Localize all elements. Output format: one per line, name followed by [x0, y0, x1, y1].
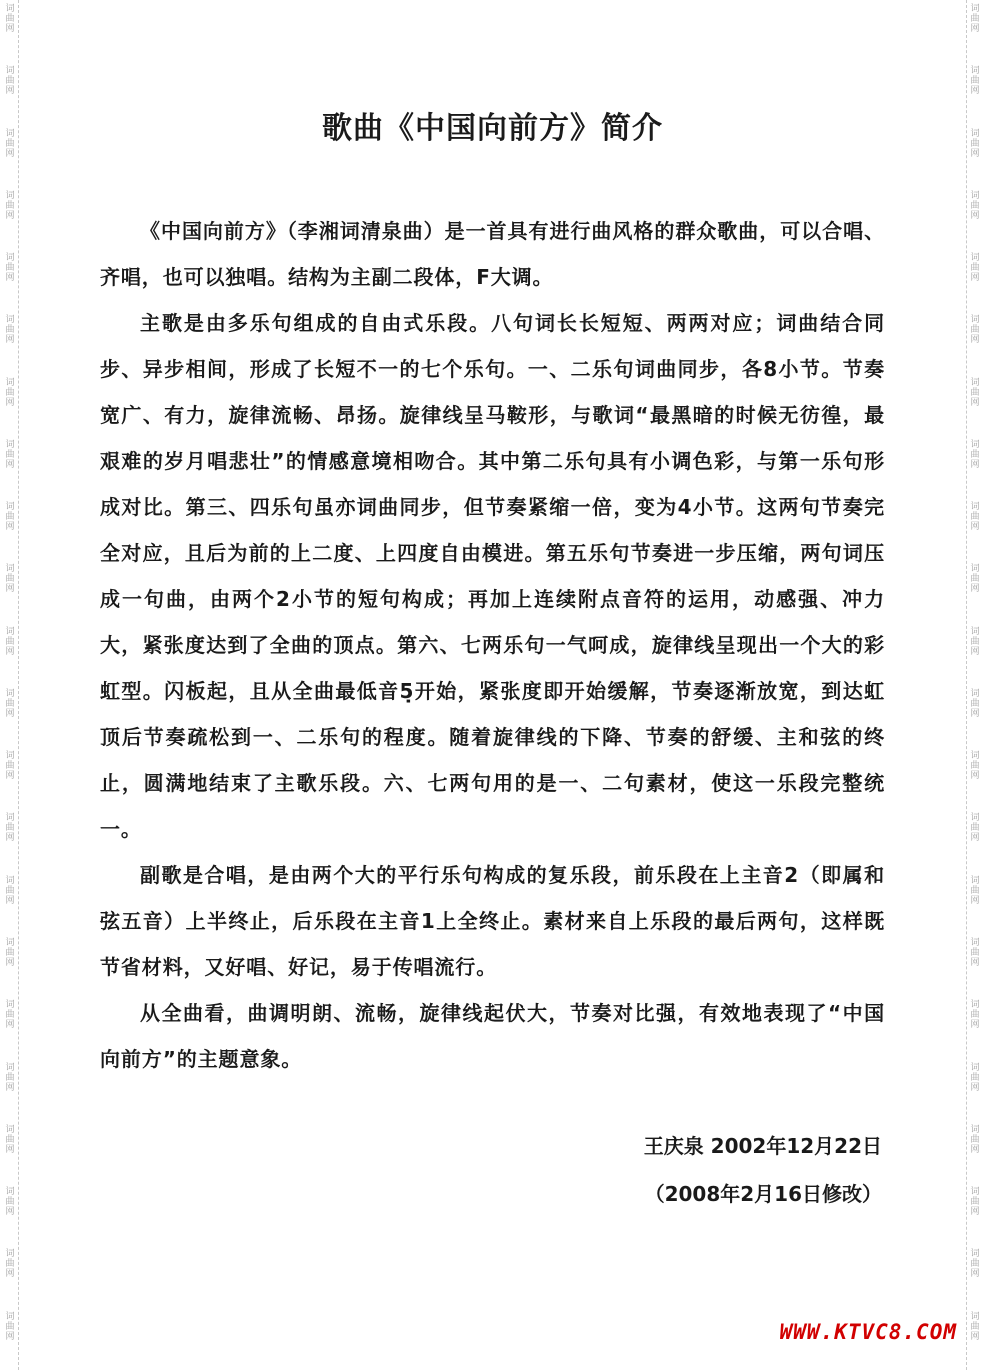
watermark-char: 曲 [5, 1197, 15, 1208]
watermark-group [970, 187, 979, 249]
watermark-char: 词 [970, 66, 980, 77]
watermark-char: 网 [5, 708, 15, 719]
watermark-char: 网 [5, 86, 15, 97]
watermark-char: 词 [5, 128, 15, 139]
watermark-group [970, 374, 979, 436]
watermark-group [5, 809, 14, 871]
watermark-char: 网 [970, 273, 980, 284]
watermark-group [5, 685, 14, 747]
watermark-char: 网 [970, 522, 980, 533]
watermark-char: 网 [970, 24, 980, 34]
watermark-char: 曲 [970, 200, 980, 211]
watermark-char: 网 [5, 397, 15, 408]
watermark-char: 词 [970, 937, 980, 948]
watermark-group [5, 436, 14, 498]
watermark-char: 词 [970, 439, 980, 450]
watermark-char: 网 [970, 148, 980, 159]
watermark-char: 词 [970, 128, 980, 139]
watermark-char: 网 [5, 522, 15, 533]
watermark-group [970, 1183, 979, 1245]
watermark-char: 曲 [970, 263, 980, 274]
watermark-char: 词 [5, 813, 15, 824]
paragraph-intro: 《中国向前方》（李湘词清泉曲）是一首具有进行曲风格的群众歌曲，可以合唱、齐唱，也可以独唱。结构为主副二段体，F大调。 [100, 219, 885, 289]
watermark-char: 曲 [970, 1010, 980, 1021]
watermark-char: 曲 [5, 200, 15, 211]
watermark-group [5, 311, 14, 373]
right-watermark-strip [966, 0, 983, 1370]
watermark-group [970, 0, 979, 62]
watermark-char: 网 [970, 708, 980, 719]
watermark-char: 曲 [5, 449, 15, 460]
watermark-char: 网 [970, 335, 980, 346]
watermark-char: 网 [970, 646, 980, 657]
watermark-group [5, 934, 14, 996]
watermark-char: 词 [5, 1311, 15, 1322]
watermark-char: 网 [970, 833, 980, 844]
watermark-char: 曲 [970, 138, 980, 149]
watermark-char: 曲 [970, 823, 980, 834]
watermark-char: 词 [970, 253, 980, 264]
watermark-char: 曲 [970, 14, 980, 24]
watermark-group [970, 747, 979, 809]
watermark-char: 网 [5, 1020, 15, 1031]
watermark-char: 网 [970, 397, 980, 408]
watermark-char: 词 [970, 875, 980, 886]
watermark-group [970, 996, 979, 1058]
watermark-char: 词 [5, 377, 15, 388]
watermark-char: 词 [970, 190, 980, 201]
watermark-char: 网 [970, 459, 980, 470]
watermark-char: 词 [5, 1062, 15, 1073]
watermark-char: 词 [970, 502, 980, 513]
watermark-group [5, 187, 14, 249]
paragraph-summary: 从全曲看，曲调明朗、流畅，旋律线起伏大，节奏对比强，有效地表现了“中国向前方”的主题意象。 [100, 1001, 885, 1071]
watermark-char: 网 [970, 1020, 980, 1031]
watermark-char: 词 [5, 190, 15, 201]
watermark-char: 网 [5, 1082, 15, 1093]
watermark-char: 网 [5, 771, 15, 782]
watermark-char: 词 [970, 4, 980, 14]
watermark-char: 网 [970, 1331, 980, 1342]
watermark-char: 词 [970, 751, 980, 762]
watermark-char: 曲 [5, 698, 15, 709]
watermark-char: 网 [5, 459, 15, 470]
watermark-group [5, 1308, 14, 1370]
watermark-char: 曲 [970, 1134, 980, 1145]
watermark-char: 词 [970, 1311, 980, 1322]
watermark-char: 词 [5, 1124, 15, 1135]
watermark-char: 词 [970, 813, 980, 824]
watermark-char: 曲 [5, 761, 15, 772]
watermark-char: 词 [5, 439, 15, 450]
watermark-char: 网 [5, 584, 15, 595]
watermark-char: 词 [970, 1000, 980, 1011]
watermark-char: 词 [970, 1062, 980, 1073]
watermark-char: 网 [970, 86, 980, 97]
watermark-char: 词 [970, 626, 980, 637]
watermark-char: 网 [5, 210, 15, 221]
watermark-char: 词 [5, 1187, 15, 1198]
watermark-char: 曲 [970, 1197, 980, 1208]
watermark-char: 网 [5, 833, 15, 844]
watermark-group [970, 1308, 979, 1370]
watermark-group [5, 374, 14, 436]
watermark-group [5, 1245, 14, 1307]
watermark-group [5, 249, 14, 311]
watermark-char: 词 [970, 377, 980, 388]
signature-block [644, 1122, 882, 1218]
watermark-char: 网 [5, 148, 15, 159]
watermark-group [970, 1059, 979, 1121]
watermark-group [970, 934, 979, 996]
revision-note: （2008年2月16日修改） [644, 1182, 882, 1206]
watermark-char: 网 [5, 1144, 15, 1155]
watermark-char: 曲 [5, 636, 15, 647]
watermark-char: 曲 [970, 885, 980, 896]
watermark-char: 词 [970, 688, 980, 699]
watermark-char: 词 [970, 1249, 980, 1260]
document-body [100, 208, 885, 1082]
watermark-char: 曲 [970, 449, 980, 460]
watermark-char: 词 [970, 564, 980, 575]
watermark-char: 曲 [970, 1259, 980, 1270]
author-date: 王庆泉 2002年12月22日 [643, 1134, 882, 1158]
watermark-char: 网 [970, 210, 980, 221]
watermark-group [970, 436, 979, 498]
watermark-group [5, 747, 14, 809]
watermark-char: 词 [5, 315, 15, 326]
watermark-char: 词 [5, 253, 15, 264]
watermark-char: 词 [5, 502, 15, 513]
watermark-group [5, 0, 14, 62]
watermark-char: 曲 [5, 138, 15, 149]
watermark-char: 曲 [970, 574, 980, 585]
watermark-char: 网 [5, 646, 15, 657]
watermark-group [5, 623, 14, 685]
watermark-char: 网 [5, 273, 15, 284]
watermark-char: 曲 [5, 1321, 15, 1332]
watermark-char: 网 [970, 895, 980, 906]
watermark-group [970, 872, 979, 934]
watermark-group [5, 1059, 14, 1121]
paragraph-verse: 主歌是由多乐句组成的自由式乐段。八句词长长短短、两两对应；词曲结合同步、异步相间，形成了长短不一的七个乐句。一、二乐句词曲同步，各8小节。节奏宽广、有力，旋律流畅、昂扬。旋律线呈马鞍形，与歌词“最黑暗的时候无彷徨，最艰难的岁月唱悲壮”的情感意境相吻合。其中第二乐句具有小调色彩，与第一乐句形成对比。第三、四乐句虽亦词曲同步，但节奏紧缩一倍，变为4小节。这两句节奏完全对应，且后为前的上二度、上四度自由模进。第五乐句节奏进一步压缩，两句词压成一句曲，由两个2小节的短句构成；再加上连续附点音符的运用，动感强、冲力大，紧张度达到了全曲的顶点。第六、七两乐句一气呵成，旋律线呈现出一个大的彩虹型。闪板起，且从全曲最低音5̣开始，紧张度即开始缓解，节奏逐渐放宽，到达虹顶后节奏疏松到一、二乐句的程度。随着旋律线的下降、节奏的舒缓、主和弦的终止，圆满地结束了主歌乐段。六、七两句用的是一、二句素材，使这一乐段完整统一。 [100, 311, 885, 841]
watermark-group [970, 809, 979, 871]
watermark-char: 网 [5, 1331, 15, 1342]
watermark-char: 曲 [5, 823, 15, 834]
watermark-char: 曲 [970, 761, 980, 772]
watermark-char: 网 [5, 1269, 15, 1280]
watermark-char: 曲 [970, 698, 980, 709]
watermark-char: 曲 [5, 1134, 15, 1145]
paragraph-chorus: 副歌是合唱，是由两个大的平行乐句构成的复乐段，前乐段在上主音2（即属和弦五音）上半终止，后乐段在主音1上全终止。素材来自上乐段的最后两句，这样既节省材料，又好唱、好记，易于传唱流行。 [100, 863, 885, 979]
watermark-char: 曲 [970, 947, 980, 958]
watermark-char: 曲 [5, 263, 15, 274]
watermark-char: 网 [5, 895, 15, 906]
watermark-char: 词 [5, 937, 15, 948]
watermark-char: 网 [970, 1207, 980, 1218]
watermark-char: 网 [5, 335, 15, 346]
watermark-char: 网 [5, 957, 15, 968]
watermark-char: 曲 [5, 512, 15, 523]
watermark-char: 词 [5, 1000, 15, 1011]
watermark-group [970, 498, 979, 560]
watermark-char: 词 [5, 66, 15, 77]
watermark-group [970, 249, 979, 311]
watermark-char: 词 [5, 564, 15, 575]
watermark-char: 词 [5, 626, 15, 637]
watermark-char: 曲 [970, 387, 980, 398]
watermark-char: 词 [5, 751, 15, 762]
watermark-char: 曲 [5, 574, 15, 585]
watermark-char: 曲 [5, 14, 15, 24]
watermark-char: 词 [5, 688, 15, 699]
watermark-group [5, 996, 14, 1058]
watermark-group [970, 560, 979, 622]
watermark-group [5, 560, 14, 622]
watermark-char: 网 [970, 1269, 980, 1280]
left-watermark-strip [2, 0, 19, 1370]
watermark-char: 词 [5, 875, 15, 886]
watermark-char: 网 [970, 584, 980, 595]
watermark-char: 曲 [5, 885, 15, 896]
watermark-group [5, 872, 14, 934]
watermark-char: 曲 [5, 947, 15, 958]
watermark-group [970, 685, 979, 747]
watermark-char: 曲 [5, 1010, 15, 1021]
watermark-char: 曲 [5, 387, 15, 398]
watermark-char: 网 [970, 957, 980, 968]
watermark-group [5, 498, 14, 560]
watermark-char: 曲 [970, 76, 980, 87]
watermark-char: 网 [970, 771, 980, 782]
watermark-char: 网 [5, 24, 15, 34]
watermark-char: 曲 [5, 325, 15, 336]
watermark-char: 词 [970, 315, 980, 326]
watermark-char: 词 [970, 1187, 980, 1198]
watermark-char: 曲 [5, 1072, 15, 1083]
watermark-group [970, 1245, 979, 1307]
watermark-char: 曲 [970, 1072, 980, 1083]
page-title: 歌曲《中国向前方》简介 [322, 111, 663, 146]
watermark-char: 网 [5, 1207, 15, 1218]
watermark-group [5, 1183, 14, 1245]
watermark-char: 曲 [5, 76, 15, 87]
watermark-char: 曲 [970, 636, 980, 647]
watermark-group [970, 1121, 979, 1183]
watermark-char: 曲 [5, 1259, 15, 1270]
watermark-group [970, 623, 979, 685]
watermark-char: 网 [970, 1082, 980, 1093]
watermark-group [5, 1121, 14, 1183]
watermark-char: 网 [970, 1144, 980, 1155]
watermark-group [970, 311, 979, 373]
watermark-char: 词 [5, 1249, 15, 1260]
site-url-watermark: WWW.KTVC8.COM [779, 1320, 957, 1344]
watermark-char: 曲 [970, 1321, 980, 1332]
watermark-char: 词 [5, 4, 15, 14]
watermark-char: 曲 [970, 512, 980, 523]
watermark-char: 曲 [970, 325, 980, 336]
watermark-char: 词 [970, 1124, 980, 1135]
